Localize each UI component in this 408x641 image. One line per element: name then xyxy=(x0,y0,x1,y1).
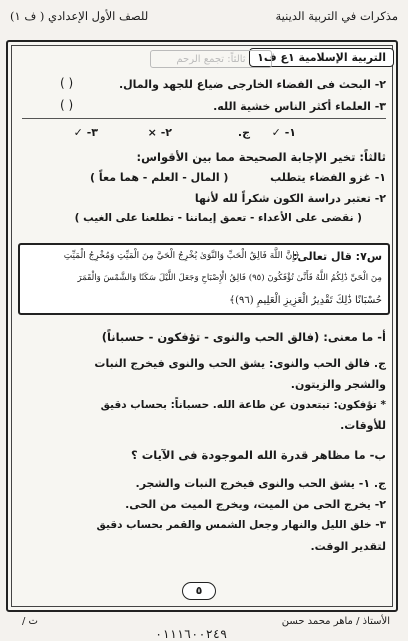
answer-3: ٣- ✓ xyxy=(73,126,98,139)
tf-item-3: ٣- العلماء أكثر الناس خشية الله. xyxy=(213,100,386,113)
power-answer-2: ٢- يخرج الحى من الميت، ويخرج الميت من الحى. xyxy=(125,498,386,511)
meaning-answer-4: للأوقات. xyxy=(340,419,386,432)
power-answer-4: لتقدير الوقت. xyxy=(310,540,386,553)
quran-line-3: حُسْبَانًا ذَٰلِكَ تَقْدِيرُ الْعَزِيزِ الْعَلِيمِ (٩٦)﴾ xyxy=(229,295,382,306)
footer-phone: ٠١١١٦٠٠٢٤٩ xyxy=(155,627,228,641)
answers-label: ج. xyxy=(237,126,250,139)
page-header xyxy=(10,6,398,26)
mcq-1-options: ( المال - العلم - هما معاً ) xyxy=(90,171,229,184)
page-number: ٥ xyxy=(182,582,216,600)
tf-item-3-paren: ( ) xyxy=(60,98,74,112)
quran-intro: س٧: قال تعالى: xyxy=(293,250,382,263)
mcq-1: ١- غزو الفضاء يتطلب xyxy=(270,171,386,184)
header-grade: للصف الأول الإعدادي ( ف ١) xyxy=(10,9,149,23)
subject-tag: التربية الإسلامية ١ع ف١ xyxy=(249,48,394,67)
header-series-title: مذكرات في التربية الدينية xyxy=(275,9,398,23)
footer-teacher: الأستاذ / ماهر محمد حسن xyxy=(281,616,390,627)
quran-line-2: مِنَ الْحَيِّ ذَٰلِكُمُ اللَّهُ فَأَنَّىٰ تُؤْفَكُونَ (٩٥) فَالِقُ الْإِصْبَاحِ وَجَعَلَ اللَّيْلَ سَكَنًا وَالشَّمْسَ وَالْقَمَرَ xyxy=(77,273,382,283)
meaning-answer-3: * تؤفكون: تبتعدون عن طاعة الله. حسباناً: بحساب دقيق xyxy=(100,399,386,411)
quran-line-1: ﴿إِنَّ اللَّهَ فَالِقُ الْحَبِّ وَالنَّوَىٰ يُخْرِجُ الْحَيَّ مِنَ الْمَيِّتِ وَمُخْرِجُ الْمَيِّتِ xyxy=(63,251,300,261)
section-b-title: ثالثاً: تخير الإجابة الصحيحة مما بين الأقواس: xyxy=(136,150,386,164)
answer-1: ١- ✓ xyxy=(271,126,296,139)
divider xyxy=(22,118,386,119)
mcq-2: ٢- تعتبر دراسة الكون شكراً لله لأنها xyxy=(194,192,386,205)
tf-item-2-paren: ( ) xyxy=(60,76,74,90)
power-answer-3: ٣- خلق الليل والنهار وجعل الشمس والقمر بحساب دقيق xyxy=(96,519,386,531)
meaning-answer-1: ج. فالق الحب والنوى: يشق الحب والنوى فيخرج النبات xyxy=(94,357,386,370)
tf-item-2: ٢- البحث فى الفضاء الخارجى ضياع للجهد والمال. xyxy=(118,78,386,91)
power-answer-1: ج. ١- يشق الحب والنوى فيخرج النبات والشجر. xyxy=(135,477,386,490)
power-question: ب- ما مظاهر قدرة الله الموجودة فى الآيات ؟ xyxy=(131,448,386,462)
answer-2: ٢- × xyxy=(147,126,172,139)
footer-tel-label: ت / xyxy=(22,616,38,627)
faded-section-title: ثالثاً: تجمع الرحم xyxy=(150,50,272,68)
meaning-question: أ- ما معنى: (فالق الحب والنوى - تؤفكون - حسباناً) xyxy=(101,330,386,344)
mcq-2-options: ( نقضى على الأعداء - تعمق إيماننا - تطلعنا على الغيب ) xyxy=(74,212,362,224)
meaning-answer-2: والشجر والزيتون. xyxy=(290,378,386,391)
